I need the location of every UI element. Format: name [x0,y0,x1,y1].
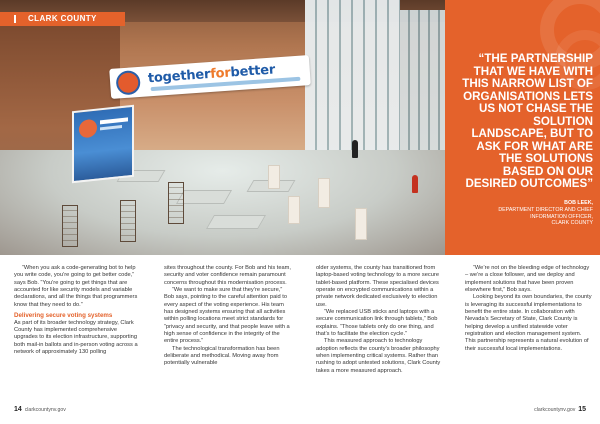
footer-url[interactable]: clarkcountynv.gov [534,407,576,413]
banner-text-for: for [209,65,232,82]
together-for-better-banner [109,55,311,99]
paragraph: “When you ask a code-generating bot to help you write code, you’re going to get better code,” says Bob. “You’re going to get things that are accounted for like security models and variable declarations, and all the things that programmers know that they need to do.” [14,265,138,308]
photo-pedestal [355,208,367,240]
photo-pedestal [268,165,280,189]
paragraph: “We replaced USB sticks and laptops with a secure communication link through tablets,” Bob explains. “Those tablets only do one thing, and that’s to facilitate the election cycle.” [316,309,438,338]
photo-pedestal [318,178,330,208]
text-column-1 [14,265,142,356]
photo-easel [168,182,184,224]
paragraph: As part of its broader technology strategy, Clark County has implemented comprehensive upgrades to its election infrastructure, supporting both mail-in ballots and in-person voting across a network of approximately 130 polling [14,319,138,356]
paragraph: This measured approach to technology adoption reflects the county’s broader philosophy when implementing critical systems. Rather than rushing to adopt untested solutions, Clark County takes a more measured approach. [316,338,441,374]
floor-tile [206,215,266,229]
section-label-text: CLARK COUNTY [28,14,97,23]
paragraph: “We’re not on the bleeding edge of technology – we’re a close follower, and we deploy and implement solutions that have been proven elsewhere first,” Bob says. [465,265,590,294]
floor-tile [176,190,232,204]
pull-quote: “THE PARTNERSHIP THAT WE HAVE WITH THIS NARROW LIST OF ORGANISATIONS LETS US NOT CHASE THE SOLUTION LANDSCAPE, BUT TO ASK FOR WHAT ARE THE SOLUTIONS BASED ON OUR DESIRED OUTCOMES” [462,52,593,190]
quote-attribution [465,200,593,227]
section-label [0,12,125,26]
photo-easel [62,205,78,247]
photo-booth-display [72,105,134,184]
text-column-4 [465,265,593,353]
attribution-title: INFORMATION OFFICER, [530,213,593,220]
subheading: Delivering secure voting systems [14,312,113,320]
paragraph: Looking beyond its own boundaries, the county is leveraging its successful implementations to benefit the entire state. In collaboration with Nevada’s Secretary of State, Clark County is helping develop a unified statewide voter registration and election management system. This partnership represents a natural evolution of their successful local implementations. [465,294,592,352]
text-column-2 [164,265,292,368]
attribution-title: DEPARTMENT DIRECTOR AND CHIEF [498,206,593,213]
paragraph: older systems, the county has transitioned from laptop-based voting technology to a more secure tablet-based platform. These specialised devices operate on encrypted communications within a private network dedicated exclusively to election use. [316,265,439,308]
banner-text-better: better [230,62,276,81]
page-number: 14 [14,406,22,413]
banner-logo-icon [115,70,141,96]
booth-text-bar [100,117,128,124]
banner-text-together: together [147,66,211,87]
photo-easel [120,200,136,242]
section-label-bar [14,15,16,23]
paragraph: “We want to make sure that they’re secure,” Bob says, pointing to the careful attention paid to every aspect of the voting experience. His team has designed systems ensuring that all activities within polling locations meet strict standards for “privacy and security, and that people leave with a high sense of confidence in the integrity of the entire process.” [164,287,290,345]
attribution-name: BOB LEEK, [564,200,593,206]
text-column-3 [316,265,444,375]
booth-text-bar [100,125,122,130]
page-number: 15 [578,406,586,413]
footer-left [14,406,66,413]
photo-pedestal [288,196,300,224]
footer-right [534,406,586,413]
footer-url[interactable]: clarkcountynv.gov [24,407,66,413]
photo-person [352,140,358,158]
photo-person [412,175,418,193]
booth-logo-icon [79,119,97,139]
atrium-photo [0,0,445,255]
attribution-org: CLARK COUNTY [551,220,593,227]
paragraph: sites throughout the county. For Bob and his team, security and voter confidence remain paramount concerns throughout this modernisation process. [164,265,291,286]
paragraph: The technological transformation has been deliberate and methodical. Moving away from potentially vulnerable [164,345,280,367]
